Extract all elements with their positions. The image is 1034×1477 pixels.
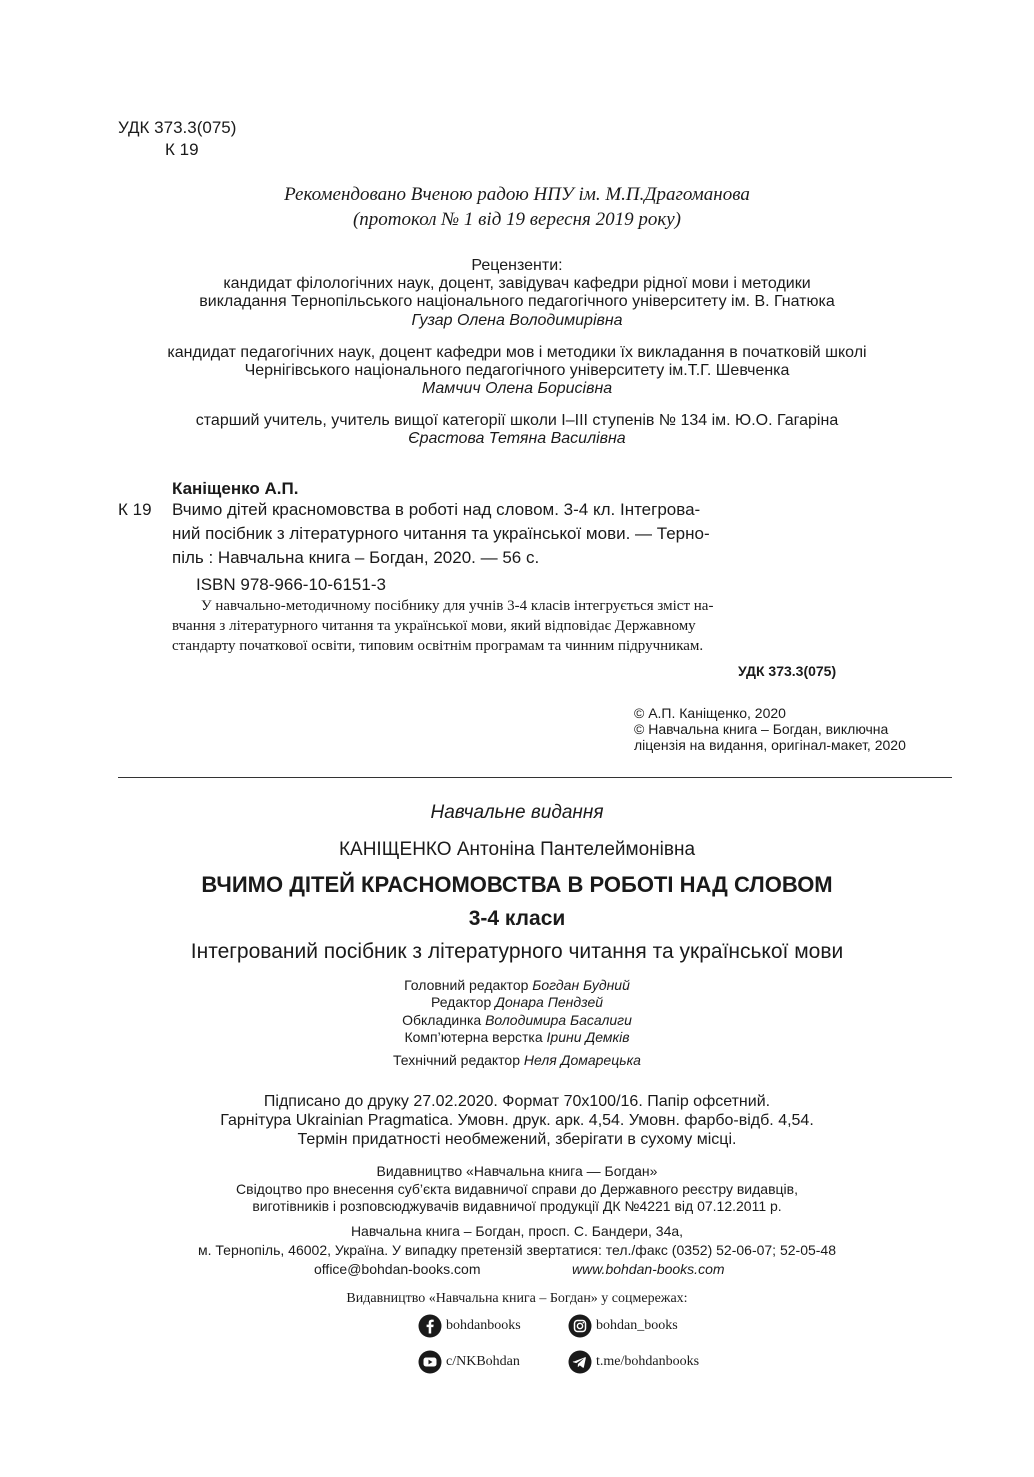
publisher-email[interactable]: office@bohdan-books.com xyxy=(314,1261,481,1277)
catalog-abstract-2: вчання з літературного читання та української мови, який відповідає Державному xyxy=(172,618,696,634)
reviewer-1-name: Гузар Олена Володимирівна xyxy=(411,312,623,329)
book-title: ВЧИМО ДІТЕЙ КРАСНОМОВСТВА В РОБОТІ НАД СЛОВОМ xyxy=(201,872,833,897)
copyright-line-2: © Навчальна книга – Богдан, виключна xyxy=(634,721,889,737)
catalog-line-1: Вчимо дітей красномовства в роботі над словом. 3-4 кл. Інтегрова- xyxy=(172,500,701,519)
social-title: Видавництво «Навчальна книга – Богдан» у соцмережах: xyxy=(346,1291,688,1306)
reviewer-1-line-2: викладання Тернопільського національного педагогічного університету ім. В. Гнатюка xyxy=(199,293,835,310)
edition-type: Навчальне видання xyxy=(430,802,604,823)
publisher-address-2: м. Тернопіль, 46002, Україна. У випадку претензій звертатися: тел./факс (0352) 52-06-07; 52-05-48 xyxy=(197,1242,836,1258)
social-telegram[interactable]: t.me/bohdanbooks xyxy=(568,1350,699,1374)
author-surname: КАНІЩЕНКО xyxy=(338,839,452,860)
reviewer-3-name: Єрастова Тетяна Василівна xyxy=(408,430,626,447)
recommendation-line-2: (протокол № 1 від 19 вересня 2019 року) xyxy=(352,209,682,230)
reviewer-2-line-2: Чернігівського національного педагогічного університету ім.Т.Г. Шевченка xyxy=(244,362,790,379)
facebook-icon xyxy=(418,1314,442,1338)
staff-tech-editor: Технічний редактор Неля Домарецька xyxy=(393,1052,641,1068)
catalog-line-2: ний посібник з літературного читання та української мови. — Терно- xyxy=(172,524,710,543)
book-subtitle: Інтегрований посібник з літературного читання та української мови xyxy=(190,940,844,963)
publisher-website[interactable]: www.bohdan-books.com xyxy=(572,1261,725,1277)
print-line-2: Гарнітура Ukrainian Pragmatica. Умовн. друк. арк. 4,54. Умовн. фарбо-відб. 4,54. xyxy=(220,1112,814,1129)
publisher-address-1: Навчальна книга – Богдан, просп. С. Бандери, 34а, xyxy=(350,1223,684,1239)
reviewer-1-line-1: кандидат філологічних наук, доцент, завідувач кафедри рідної мови і методики xyxy=(223,275,811,292)
udk-top: УДК 373.3(075) xyxy=(118,118,237,137)
catalog-abstract-3: стандарту початкової освіти, типовим освітнім програмам та чинним підручникам. xyxy=(172,638,704,654)
divider xyxy=(118,777,952,778)
copyright-line-3: ліцензія на видання, оригінал-макет, 2020 xyxy=(634,737,906,753)
youtube-icon xyxy=(418,1350,442,1374)
catalog-line-3: піль : Навчальна книга – Богдан, 2020. — 56 с. xyxy=(172,548,540,567)
recommendation-line-1: Рекомендовано Вченою радою НПУ ім. М.П.Драгоманова xyxy=(284,184,750,205)
social-facebook[interactable]: bohdanbooks xyxy=(418,1314,521,1338)
staff-editor: Редактор Донара Пендзей xyxy=(430,994,604,1010)
staff-layout: Комп’ютерна верстка Ірини Демків xyxy=(404,1029,630,1045)
reviewer-3-line-1: старший учитель, учитель вищої категорії школи І–ІІІ ступенів № 134 ім. Ю.О. Гагаріна xyxy=(195,412,839,429)
print-line-3: Термін придатності необмежений, зберігати в сухому місці. xyxy=(297,1131,737,1148)
staff-cover: Обкладинка Володимира Басалиги xyxy=(402,1012,632,1028)
reviewers-title: Рецензенти: xyxy=(471,257,563,274)
publisher-cert-2: виготівників і розповсюджувачів видавничої продукції ДК №4221 від 07.12.2011 р. xyxy=(252,1198,782,1214)
reviewer-2-name: Мамчич Олена Борисівна xyxy=(421,380,613,397)
social-instagram[interactable]: bohdan_books xyxy=(568,1314,678,1338)
copyright-line-1: © А.П. Каніщенко, 2020 xyxy=(634,705,786,721)
instagram-icon xyxy=(568,1314,592,1338)
staff-chief-editor: Головний редактор Богдан Будний xyxy=(404,977,630,993)
print-line-1: Підписано до друку 27.02.2020. Формат 70х100/16. Папір офсетний. xyxy=(263,1093,771,1110)
catalog-code: К 19 xyxy=(118,500,152,519)
catalog-udk: УДК 373.3(075) xyxy=(738,663,837,679)
author-name: Антоніна Пантелеймонівна xyxy=(456,839,696,860)
catalog-isbn: ISBN 978-966-10-6151-3 xyxy=(196,575,386,594)
catalog-author: Каніщенко А.П. xyxy=(172,479,299,498)
book-grades: 3-4 класи xyxy=(468,907,566,930)
catalog-abstract-1: У навчально-методичному посібнику для учнів 3-4 класів інтегрується зміст на- xyxy=(201,598,714,614)
telegram-icon xyxy=(568,1350,592,1374)
social-youtube[interactable]: c/NKBohdan xyxy=(418,1350,520,1374)
reviewer-2-line-1: кандидат педагогічних наук, доцент кафедри мов і методики їх викладання в початковій школі xyxy=(167,344,867,361)
edition-author xyxy=(0,839,1034,861)
publisher-name: Видавництво «Навчальна книга — Богдан» xyxy=(376,1163,658,1179)
publisher-cert-1: Свідоцтво про внесення суб’єкта видавничої справи до Державного реєстру видавців, xyxy=(236,1181,798,1197)
k-code-top: К 19 xyxy=(165,140,199,159)
